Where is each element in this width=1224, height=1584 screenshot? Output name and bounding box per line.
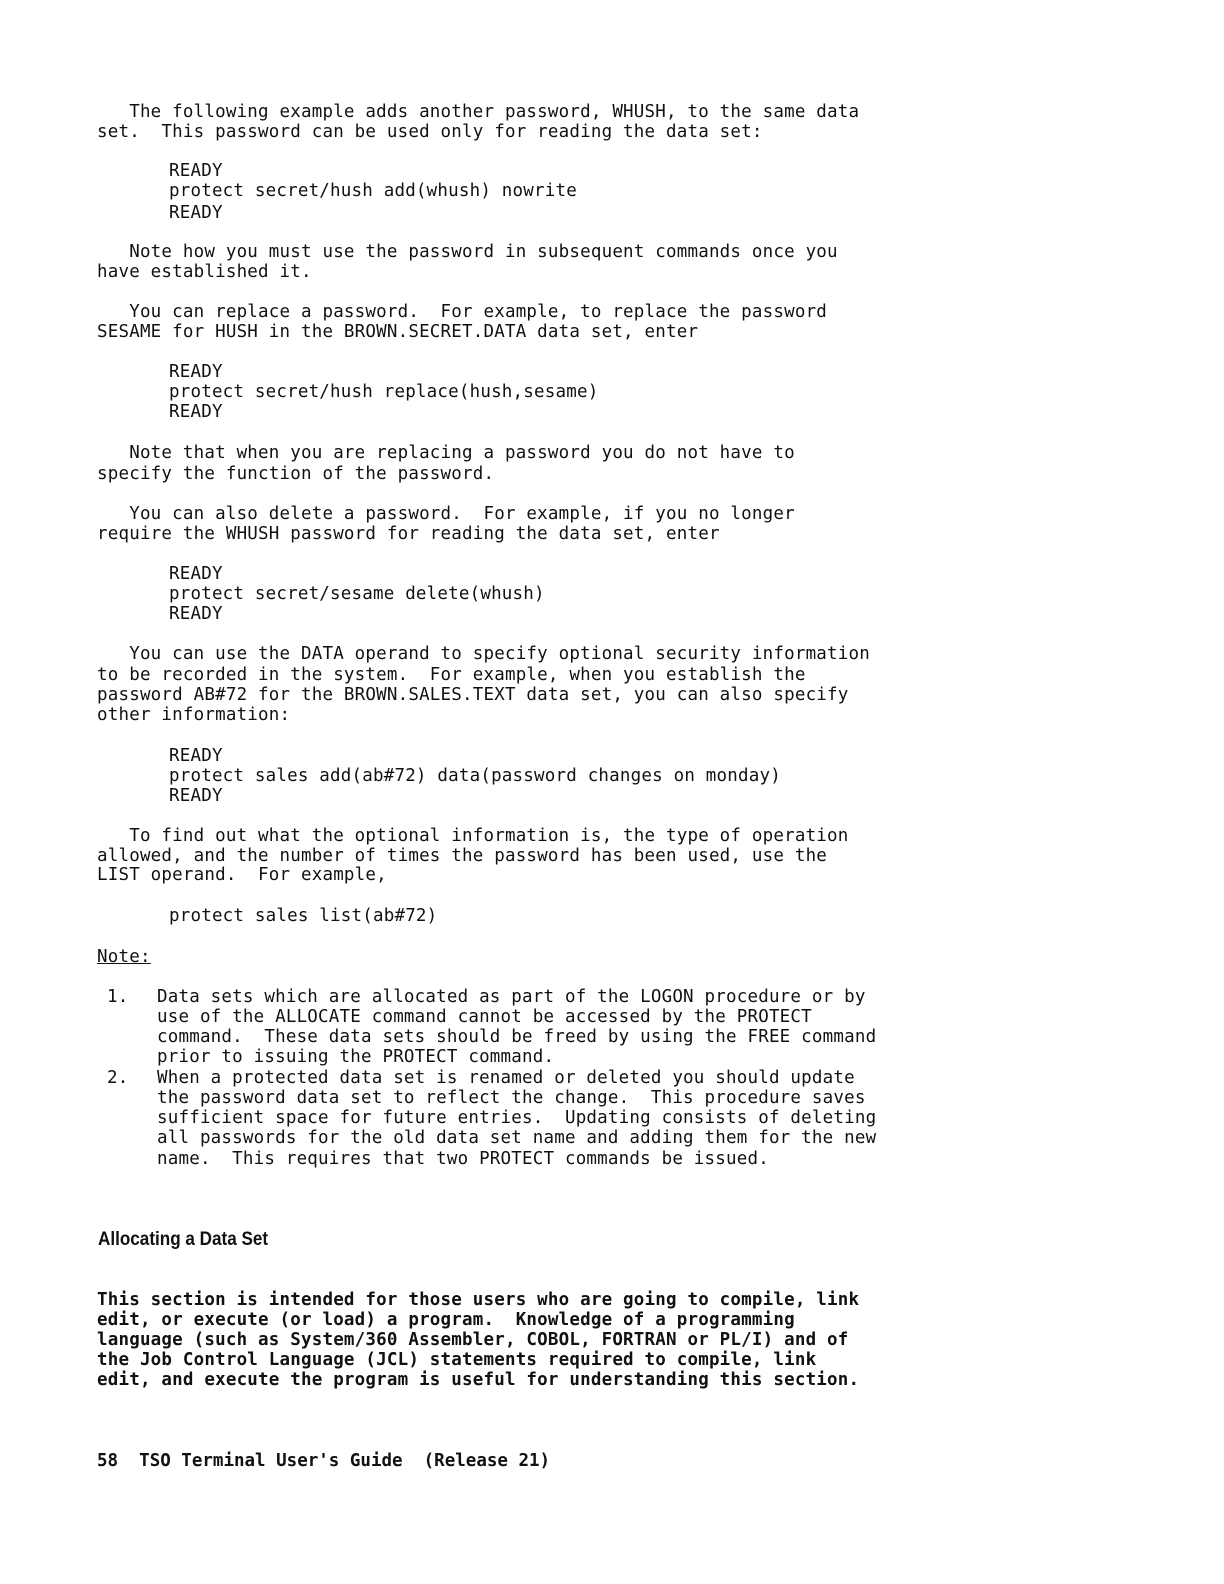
page-footer (97, 1451, 550, 1471)
paragraph-line: You can also delete a password. For example, if you no longer (97, 504, 795, 524)
code-line: READY (169, 362, 223, 382)
paragraph-line: allowed, and the number of times the password has been used, use the (97, 846, 828, 866)
code-line: READY (169, 161, 223, 181)
footer-release: (Release 21) (423, 1451, 551, 1471)
list-item-line: all passwords for the old data set name and adding them for the new (157, 1128, 877, 1148)
code-line: READY (169, 604, 223, 624)
section-heading: Allocating a Data Set (98, 1229, 269, 1250)
paragraph-line: password AB#72 for the BROWN.SALES.TEXT data set, you can also specify (97, 685, 849, 705)
paragraph-line: to be recorded in the system. For example, when you establish the (97, 665, 806, 685)
paragraph-line: specify the function of the password. (97, 464, 495, 484)
list-item-line: sufficient space for future entries. Updating consists of deleting (157, 1108, 877, 1128)
code-line: protect secret/hush add(whush) nowrite (169, 181, 577, 201)
paragraph-line: set. This password can be used only for reading the data set: (97, 122, 763, 142)
code-line: READY (169, 564, 223, 584)
list-item-line: prior to issuing the PROTECT command. (157, 1047, 555, 1067)
paragraph-line: require the WHUSH password for reading the data set, enter (97, 524, 720, 544)
paragraph-line: edit, and execute the program is useful for understanding this section. (97, 1370, 860, 1390)
footer-title: TSO Terminal User's Guide (139, 1451, 403, 1471)
code-line: READY (169, 746, 223, 766)
paragraph-line: other information: (97, 705, 291, 725)
paragraph-line: the Job Control Language (JCL) statements required to compile, link (97, 1350, 817, 1370)
note-label: Note: (97, 947, 151, 967)
list-item-line: command. These data sets should be freed by using the FREE command (157, 1027, 877, 1047)
code-line: READY (169, 203, 223, 223)
paragraph-line: This section is intended for those users who are going to compile, link (97, 1290, 860, 1310)
list-item-line: When a protected data set is renamed or deleted you should update (157, 1068, 855, 1088)
paragraph-line: have established it. (97, 262, 312, 282)
list-item-line: Data sets which are allocated as part of the LOGON procedure or by (157, 987, 866, 1007)
list-item-line: the password data set to reflect the change. This procedure saves (157, 1088, 866, 1108)
paragraph-line: You can replace a password. For example, to replace the password (97, 302, 828, 322)
paragraph-line: SESAME for HUSH in the BROWN.SECRET.DATA data set, enter (97, 322, 699, 342)
list-item-number: 2. (107, 1068, 129, 1088)
paragraph-line: You can use the DATA operand to specify optional security information (97, 644, 870, 664)
list-item-line: name. This requires that two PROTECT commands be issued. (157, 1149, 769, 1169)
paragraph-line: Note how you must use the password in subsequent commands once you (97, 242, 838, 262)
paragraph-line: Note that when you are replacing a password you do not have to (97, 443, 795, 463)
page-number: 58 (97, 1451, 119, 1471)
paragraph-line: language (such as System/360 Assembler, COBOL, FORTRAN or PL/I) and of (97, 1330, 849, 1350)
list-item-number: 1. (107, 987, 129, 1007)
paragraph-line: To find out what the optional information is, the type of operation (97, 826, 849, 846)
code-line: protect sales add(ab#72) data(password changes on monday) (169, 766, 781, 786)
list-item-line: use of the ALLOCATE command cannot be accessed by the PROTECT (157, 1007, 812, 1027)
paragraph-line: edit, or execute (or load) a program. Knowledge of a programming (97, 1310, 795, 1330)
code-line: READY (169, 786, 223, 806)
code-line: protect secret/hush replace(hush,sesame) (169, 382, 599, 402)
paragraph-line: LIST operand. For example, (97, 865, 387, 885)
code-line: protect secret/sesame delete(whush) (169, 584, 545, 604)
paragraph-line: The following example adds another password, WHUSH, to the same data (97, 102, 860, 122)
code-line: protect sales list(ab#72) (169, 906, 438, 926)
code-line: READY (169, 402, 223, 422)
